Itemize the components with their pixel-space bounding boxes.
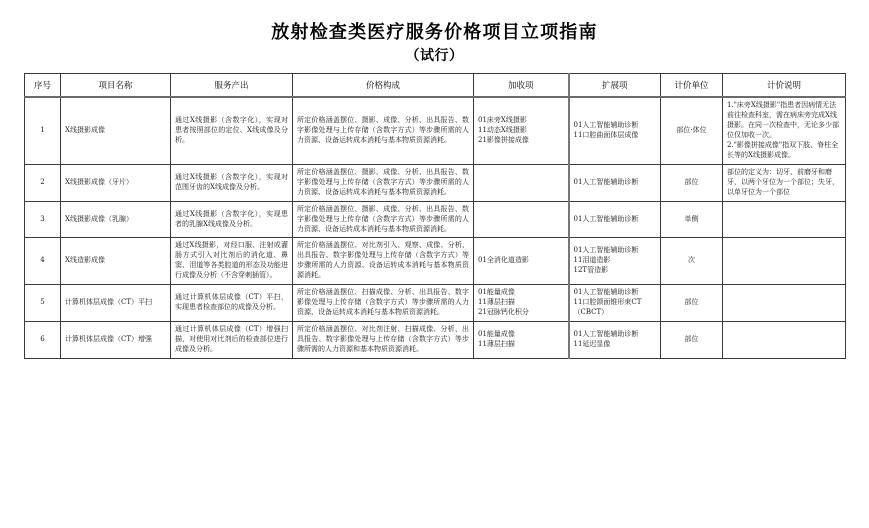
cell-surcharge bbox=[474, 322, 569, 359]
cell-note bbox=[723, 322, 846, 359]
table-row bbox=[25, 97, 846, 164]
extension-item: 01人工智能辅助诊断 bbox=[573, 246, 639, 255]
cell-price: 所定价格涵盖摆位、摄影、成像、分析、出具报告、数字影像处理与上传存储（含数字方式）等步骤所需的人力资源、设备运转成本消耗与基本物质资源消耗。 bbox=[293, 164, 474, 201]
cell-surcharge bbox=[474, 238, 569, 285]
cell-seq: 6 bbox=[25, 322, 61, 359]
note-line: 部位的定义为：切牙、前磨牙和磨牙，以两个牙位为一个部位；失牙，以单牙位为一个部位 bbox=[727, 167, 839, 196]
table-container bbox=[0, 73, 869, 359]
cell-price: 所定价格涵盖摆位、扫描成像、分析、出具报告、数字影像处理与上传存储（含数字方式）等步骤所需的人力资源、设备运转成本消耗与基本物质资源消耗。 bbox=[293, 285, 474, 322]
cell-output: 通过X线摄影（含数字化），实现对范围牙齿的X线成像及分析。 bbox=[171, 164, 293, 201]
header-unit: 计价单位 bbox=[661, 73, 723, 97]
cell-name: 计算机体层成像（CT）增强 bbox=[61, 322, 171, 359]
extension-item: 01人工智能辅助诊断 bbox=[573, 288, 639, 297]
table-row bbox=[25, 285, 846, 322]
cell-extension bbox=[569, 285, 661, 322]
cell-seq: 1 bbox=[25, 97, 61, 164]
title-block bbox=[0, 0, 869, 73]
surcharge-item: 11薄层扫描 bbox=[478, 298, 515, 307]
surcharge-item: 01床旁X线摄影 bbox=[478, 116, 527, 125]
extension-item: 01人工智能辅助诊断 bbox=[573, 121, 639, 130]
page-subtitle: （试行） bbox=[405, 47, 464, 64]
cell-surcharge bbox=[474, 201, 569, 238]
cell-seq: 4 bbox=[25, 238, 61, 285]
cell-output: 通过X线摄影（含数字化），实现对患者按照部位的定位、X线成像及分析。 bbox=[171, 97, 293, 164]
cell-name: X线摄影成像 bbox=[61, 97, 171, 164]
header-row bbox=[25, 73, 846, 97]
header-name: 项目名称 bbox=[61, 73, 171, 97]
table-row bbox=[25, 164, 846, 201]
header-extension: 扩展项 bbox=[569, 73, 661, 97]
cell-output: 通过X线摄影（含数字化），实现患者的乳腺X线成像及分析。 bbox=[171, 201, 293, 238]
header-surcharge: 加收项 bbox=[474, 73, 569, 97]
table-row bbox=[25, 201, 846, 238]
table-body bbox=[25, 97, 846, 358]
cell-price: 所定价格涵盖摆位、摄影、成像、分析、出具报告、数字影像处理与上传存储（含数字方式）等步骤所需的人力资源、设备运转成本消耗与基本物质资源消耗。 bbox=[293, 97, 474, 164]
cell-output: 通过计算机体层成像（CT）平扫，实现患者检查部位的成像及分析。 bbox=[171, 285, 293, 322]
cell-note bbox=[723, 201, 846, 238]
cell-seq: 3 bbox=[25, 201, 61, 238]
extension-item: 12T管造影 bbox=[573, 266, 609, 275]
surcharge-item: 21影像拼接成像 bbox=[478, 135, 529, 144]
cell-surcharge bbox=[474, 164, 569, 201]
cell-name: 计算机体层成像（CT）平扫 bbox=[61, 285, 171, 322]
cell-surcharge bbox=[474, 97, 569, 164]
cell-name: X线摄影成像（乳腺） bbox=[61, 201, 171, 238]
surcharge-item: 01能量成像 bbox=[478, 288, 515, 297]
cell-extension bbox=[569, 238, 661, 285]
cell-price: 所定价格涵盖摆位、摄影、成像、分析、出具报告、数字影像处理与上传存储（含数字方式）等步骤所需的人力资源、设备运转成本消耗与基本物质资源消耗。 bbox=[293, 201, 474, 238]
page-title: 放射检查类医疗服务价格项目立项指南 bbox=[271, 22, 598, 43]
cell-extension bbox=[569, 164, 661, 201]
cell-price: 所定价格涵盖摆位、对比剂注射、扫描成像、分析、出具报告、数字影像处理与上传存储（含数字方式）等步骤所需的人力资源和基本物质资源消耗。 bbox=[293, 322, 474, 359]
cell-unit: 次 bbox=[661, 238, 723, 285]
header-price: 价格构成 bbox=[293, 73, 474, 97]
cell-note bbox=[723, 164, 846, 201]
surcharge-item: 01全消化道造影 bbox=[478, 256, 529, 265]
cell-name: X线造影成像 bbox=[61, 238, 171, 285]
extension-item: 11口腔曲面体层成像 bbox=[573, 131, 639, 139]
cell-note bbox=[723, 285, 846, 322]
cell-name: X线摄影成像（牙片） bbox=[61, 164, 171, 201]
cell-surcharge bbox=[474, 285, 569, 322]
cell-extension bbox=[569, 97, 661, 164]
extension-item: 11泪道造影 bbox=[573, 256, 611, 265]
cell-price: 所定价格涵盖摆位、对比剂引入、观察、成像、分析、出具报告、数字影像处理与上传存储（含数字方式）等步骤所需的人力资源、设备运转成本消耗与基本物质资源消耗。 bbox=[293, 238, 474, 285]
cell-extension bbox=[569, 201, 661, 238]
cell-seq: 5 bbox=[25, 285, 61, 322]
header-seq: 序号 bbox=[25, 73, 61, 97]
cell-output: 通过计算机体层成像（CT）增强扫描，对使用对比剂后的检查部位进行成像及分析。 bbox=[171, 322, 293, 359]
cell-unit: 部位 bbox=[661, 164, 723, 201]
table-row bbox=[25, 238, 846, 285]
extension-item: 11口腔颌面锥形束CT（CBCT） bbox=[573, 298, 642, 317]
table-row bbox=[25, 322, 846, 359]
cell-unit: 部位·体位 bbox=[661, 97, 723, 164]
cell-seq: 2 bbox=[25, 164, 61, 201]
cell-unit: 单侧 bbox=[661, 201, 723, 238]
cell-note bbox=[723, 238, 846, 285]
table-header bbox=[25, 73, 846, 97]
note-line: 2."影像拼接成像"指双下肢、脊柱全长等的X线摄影成像。 bbox=[727, 140, 839, 159]
header-output: 服务产出 bbox=[171, 73, 293, 97]
surcharge-item: 11动态X线摄影 bbox=[478, 126, 527, 135]
surcharge-item: 01能量成像 bbox=[478, 329, 515, 338]
pricing-guide-table bbox=[24, 73, 846, 359]
cell-extension bbox=[569, 322, 661, 359]
header-note: 计价说明 bbox=[723, 73, 846, 97]
extension-item: 01人工智能辅助诊断 bbox=[573, 177, 639, 186]
surcharge-item: 21冠脉钙化积分 bbox=[478, 308, 529, 317]
surcharge-item: 11薄层扫描 bbox=[478, 339, 515, 348]
cell-output: 通过X线摄影，对经口服、注射或灌肠方式引入对比剂后的消化道、鼻窦、泪道等各类腔道的形态及功能进行成像及分析（不含穿刺插管）。 bbox=[171, 238, 293, 285]
extension-item: 01人工智能辅助诊断 bbox=[573, 329, 639, 338]
cell-unit: 部位 bbox=[661, 285, 723, 322]
extension-item: 11延迟显像 bbox=[573, 339, 611, 348]
note-line: 1."床旁X线摄影"指患者因病情无法前往检查科室，需在病床旁完成X线摄影。在同一次检查中，无论多少部位仅加收一次。 bbox=[727, 101, 839, 139]
cell-unit: 部位 bbox=[661, 322, 723, 359]
cell-note bbox=[723, 97, 846, 164]
extension-item: 01人工智能辅助诊断 bbox=[573, 214, 639, 223]
